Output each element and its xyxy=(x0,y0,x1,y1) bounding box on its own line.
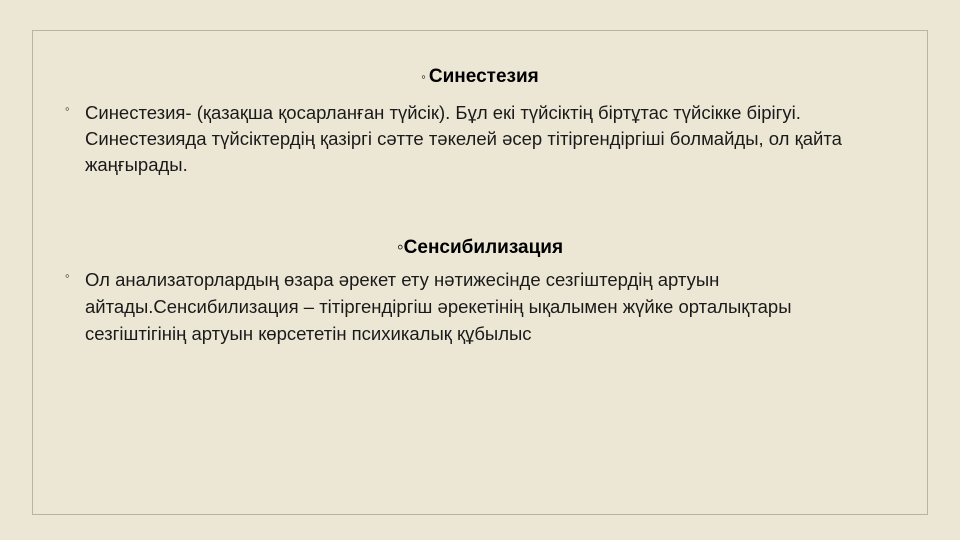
heading-sensibilization-text: Сенсибилизация xyxy=(403,237,564,259)
bullet-icon: ◦ xyxy=(65,100,70,116)
heading-sensibilization xyxy=(63,236,897,261)
bullet-icon: ◦ xyxy=(396,237,404,259)
spacer xyxy=(63,178,897,236)
paragraph-synesthesia-text: Синестезия- (қазақша қосарланған түйсік). Бұл екі түйсіктің біртұтас түйсікке бірігуі. Синестезияда түйсіктердің қазіргі сәтте тәкелей әсер тітіргендіргіші болмайды, ол қайта жаңғырады. xyxy=(85,101,842,176)
heading-synesthesia xyxy=(63,65,897,90)
paragraph-sensibilization xyxy=(63,267,897,347)
heading-synesthesia-text: Синестезия xyxy=(428,66,539,87)
paragraph-sensibilization-text: Ол анализаторлардың өзара әрекет ету нәтижесінде сезгіштердің артуын айтады.Сенсибилизация – тітіргендіргіш әрекетінің ықалымен жүйке орталықтары сезгіштігінің артуын көрсететін психикалық құбылыс xyxy=(85,269,792,344)
content-placeholder xyxy=(32,30,928,515)
paragraph-synesthesia xyxy=(63,100,897,179)
bullet-icon: ◦ xyxy=(421,69,426,84)
bullet-icon: ◦ xyxy=(65,268,70,284)
